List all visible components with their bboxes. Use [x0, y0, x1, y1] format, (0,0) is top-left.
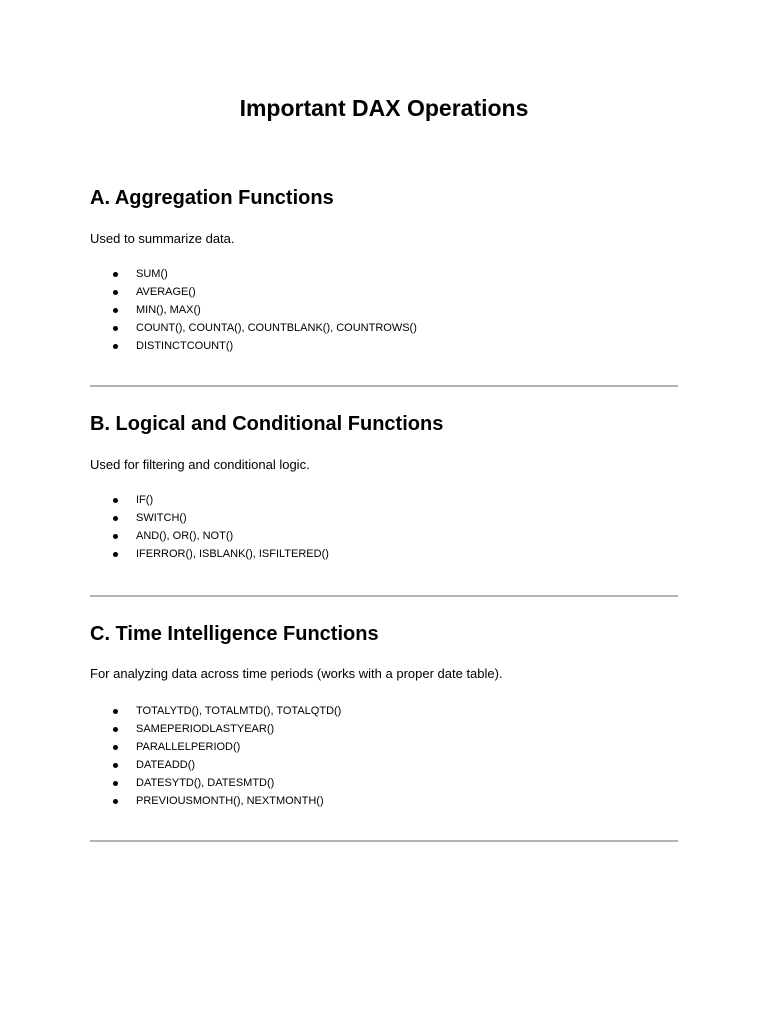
- list-item-text: MIN(), MAX(): [136, 304, 201, 316]
- list-item-text: TOTALYTD(), TOTALMTD(), TOTALQTD(): [136, 705, 342, 717]
- bullet-icon: [113, 534, 118, 539]
- list-item: [90, 774, 341, 792]
- list-item: [90, 283, 417, 301]
- bullet-icon: [113, 308, 118, 313]
- section-description: Used to summarize data.: [90, 231, 235, 246]
- bullet-icon: [113, 344, 118, 349]
- bullet-icon: [113, 326, 118, 331]
- bullet-icon: [113, 709, 118, 714]
- list-item: [90, 756, 341, 774]
- list-item: [90, 265, 417, 283]
- list-item: [90, 491, 329, 509]
- bullet-icon: [113, 272, 118, 277]
- bullet-icon: [113, 516, 118, 521]
- list-item-text: DISTINCTCOUNT(): [136, 340, 234, 352]
- bullet-icon: [113, 498, 118, 503]
- list-item: [90, 792, 341, 810]
- bullet-icon: [113, 763, 118, 768]
- list-item-text: COUNT(), COUNTA(), COUNTBLANK(), COUNTROWS(): [136, 322, 417, 334]
- section-logical-conditional-functions: [90, 411, 678, 560]
- section-heading: B. Logical and Conditional Functions: [90, 413, 444, 435]
- list-item: [90, 545, 329, 563]
- horizontal-divider: [90, 840, 678, 842]
- list-item-text: DATEADD(): [136, 759, 196, 771]
- list-item: [90, 509, 329, 527]
- page-title: Important DAX Operations: [239, 95, 529, 121]
- section-aggregation-functions: [90, 185, 678, 352]
- list-item-text: IF(): [136, 494, 154, 506]
- section-heading: C. Time Intelligence Functions: [90, 623, 379, 645]
- list-item-text: SAMEPERIODLASTYEAR(): [136, 723, 275, 735]
- list-item: [90, 319, 417, 337]
- section-heading: A. Aggregation Functions: [90, 187, 334, 209]
- list-item: [90, 738, 341, 756]
- list-item: [90, 720, 341, 738]
- horizontal-divider: [90, 385, 678, 387]
- bullet-icon: [113, 290, 118, 295]
- list-item: [90, 527, 329, 545]
- list-item-text: SWITCH(): [136, 512, 187, 524]
- horizontal-divider: [90, 595, 678, 597]
- list-item-text: AND(), OR(), NOT(): [136, 530, 234, 542]
- bullet-icon: [113, 727, 118, 732]
- section-description: Used for filtering and conditional logic.: [90, 457, 310, 472]
- bullet-icon: [113, 745, 118, 750]
- list-item-text: AVERAGE(): [136, 286, 196, 298]
- list-item-text: PREVIOUSMONTH(), NEXTMONTH(): [136, 795, 324, 807]
- bullet-icon: [113, 799, 118, 804]
- section-description: For analyzing data across time periods (works with a proper date table).: [90, 666, 503, 681]
- function-list: [90, 702, 341, 810]
- list-item-text: DATESYTD(), DATESMTD(): [136, 777, 275, 789]
- section-time-intelligence-functions: [90, 621, 678, 807]
- list-item-text: SUM(): [136, 268, 168, 280]
- list-item-text: PARALLELPERIOD(): [136, 741, 241, 753]
- list-item-text: IFERROR(), ISBLANK(), ISFILTERED(): [136, 548, 329, 560]
- function-list: [90, 265, 417, 355]
- bullet-icon: [113, 781, 118, 786]
- bullet-icon: [113, 552, 118, 557]
- function-list: [90, 491, 329, 563]
- list-item: [90, 702, 341, 720]
- list-item: [90, 301, 417, 319]
- list-item: [90, 337, 417, 355]
